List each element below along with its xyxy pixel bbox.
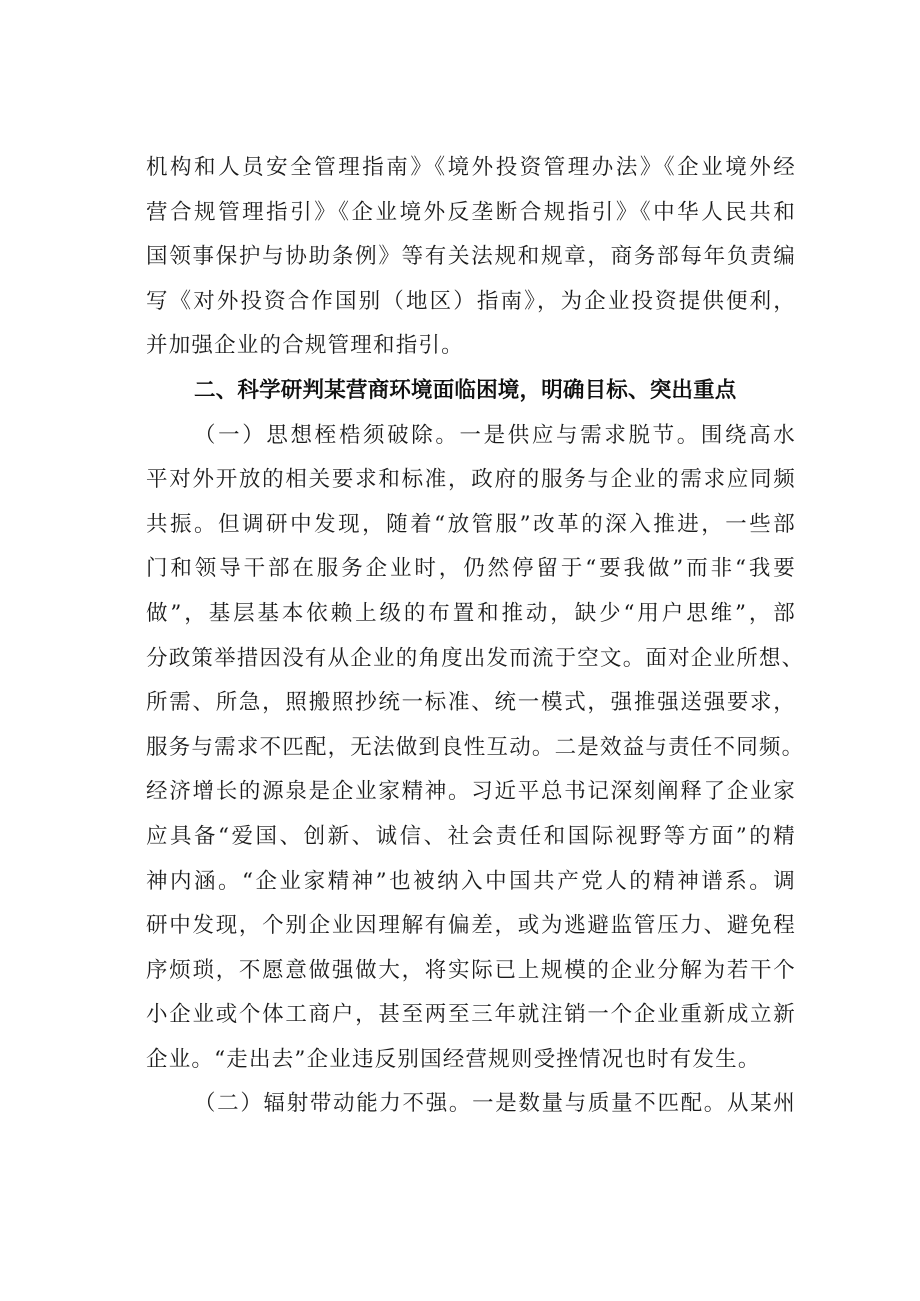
section1-line-9: 经济增长的源泉是企业家精神。习近平总书记深刻阐释了企业家 (146, 779, 796, 805)
document-body (146, 146, 805, 1127)
section1-line-12: 研中发现，个别企业因理解有偏差，或为逃避监管压力、避免程 (146, 913, 796, 939)
section1-line-3: 共振。但调研中发现，随着“放管服”改革的深入推进，一些部 (146, 511, 796, 537)
body-line-5: 并加强企业的合规管理和指引。 (146, 333, 464, 359)
body-line-2: 营合规管理指引》《企业境外反垄断合规指引》《中华人民共和 (146, 199, 796, 225)
body-line-4: 写《对外投资合作国别（地区）指南》，为企业投资提供便利， (146, 288, 796, 314)
body-line-3: 国领事保护与协助条例》等有关法规和规章，商务部每年负责编 (146, 244, 796, 270)
body-line-1: 机构和人员安全管理指南》《境外投资管理办法》《企业境外经 (146, 155, 796, 180)
section1-line-10: 应具备“爱国、创新、诚信、社会责任和国际视野等方面”的精 (146, 823, 796, 849)
section1-line-1: （一）思想桎梏须破除。一是供应与需求脱节。围绕高水 (194, 422, 796, 448)
section1-line-5: 做”，基层基本依赖上级的布置和推动，缺少“用户思维”，部 (146, 600, 796, 626)
section1-line-7: 所需、所急，照搬照抄统一标准、统一模式，强推强送强要求， (146, 690, 796, 716)
section1-line-14: 小企业或个体工商户，甚至两至三年就注销一个企业重新成立新 (146, 1002, 796, 1028)
section1-line-15: 企业。“走出去”企业违反别国经营规则受挫情况也时有发生。 (146, 1046, 761, 1072)
section1-line-8: 服务与需求不匹配，无法做到良性互动。二是效益与责任不同频。 (146, 734, 805, 760)
section1-line-2: 平对外开放的相关要求和标准，政府的服务与企业的需求应同频 (146, 467, 796, 493)
section-heading: 二、科学研判某营商环境面临困境，明确目标、突出重点 (194, 377, 737, 403)
section2-line-1: （二）辐射带动能力不强。一是数量与质量不匹配。从某州 (194, 1091, 796, 1117)
section1-line-4: 门和领导干部在服务企业时，仍然停留于“要我做”而非“我要 (146, 556, 796, 582)
section1-line-13: 序烦琐，不愿意做强做大，将实际已上规模的企业分解为若干个 (146, 957, 796, 983)
section1-line-11: 神内涵。“企业家精神”也被纳入中国共产党人的精神谱系。调 (146, 868, 796, 894)
section1-line-6: 分政策举措因没有从企业的角度出发而流于空文。面对企业所想、 (146, 645, 805, 671)
